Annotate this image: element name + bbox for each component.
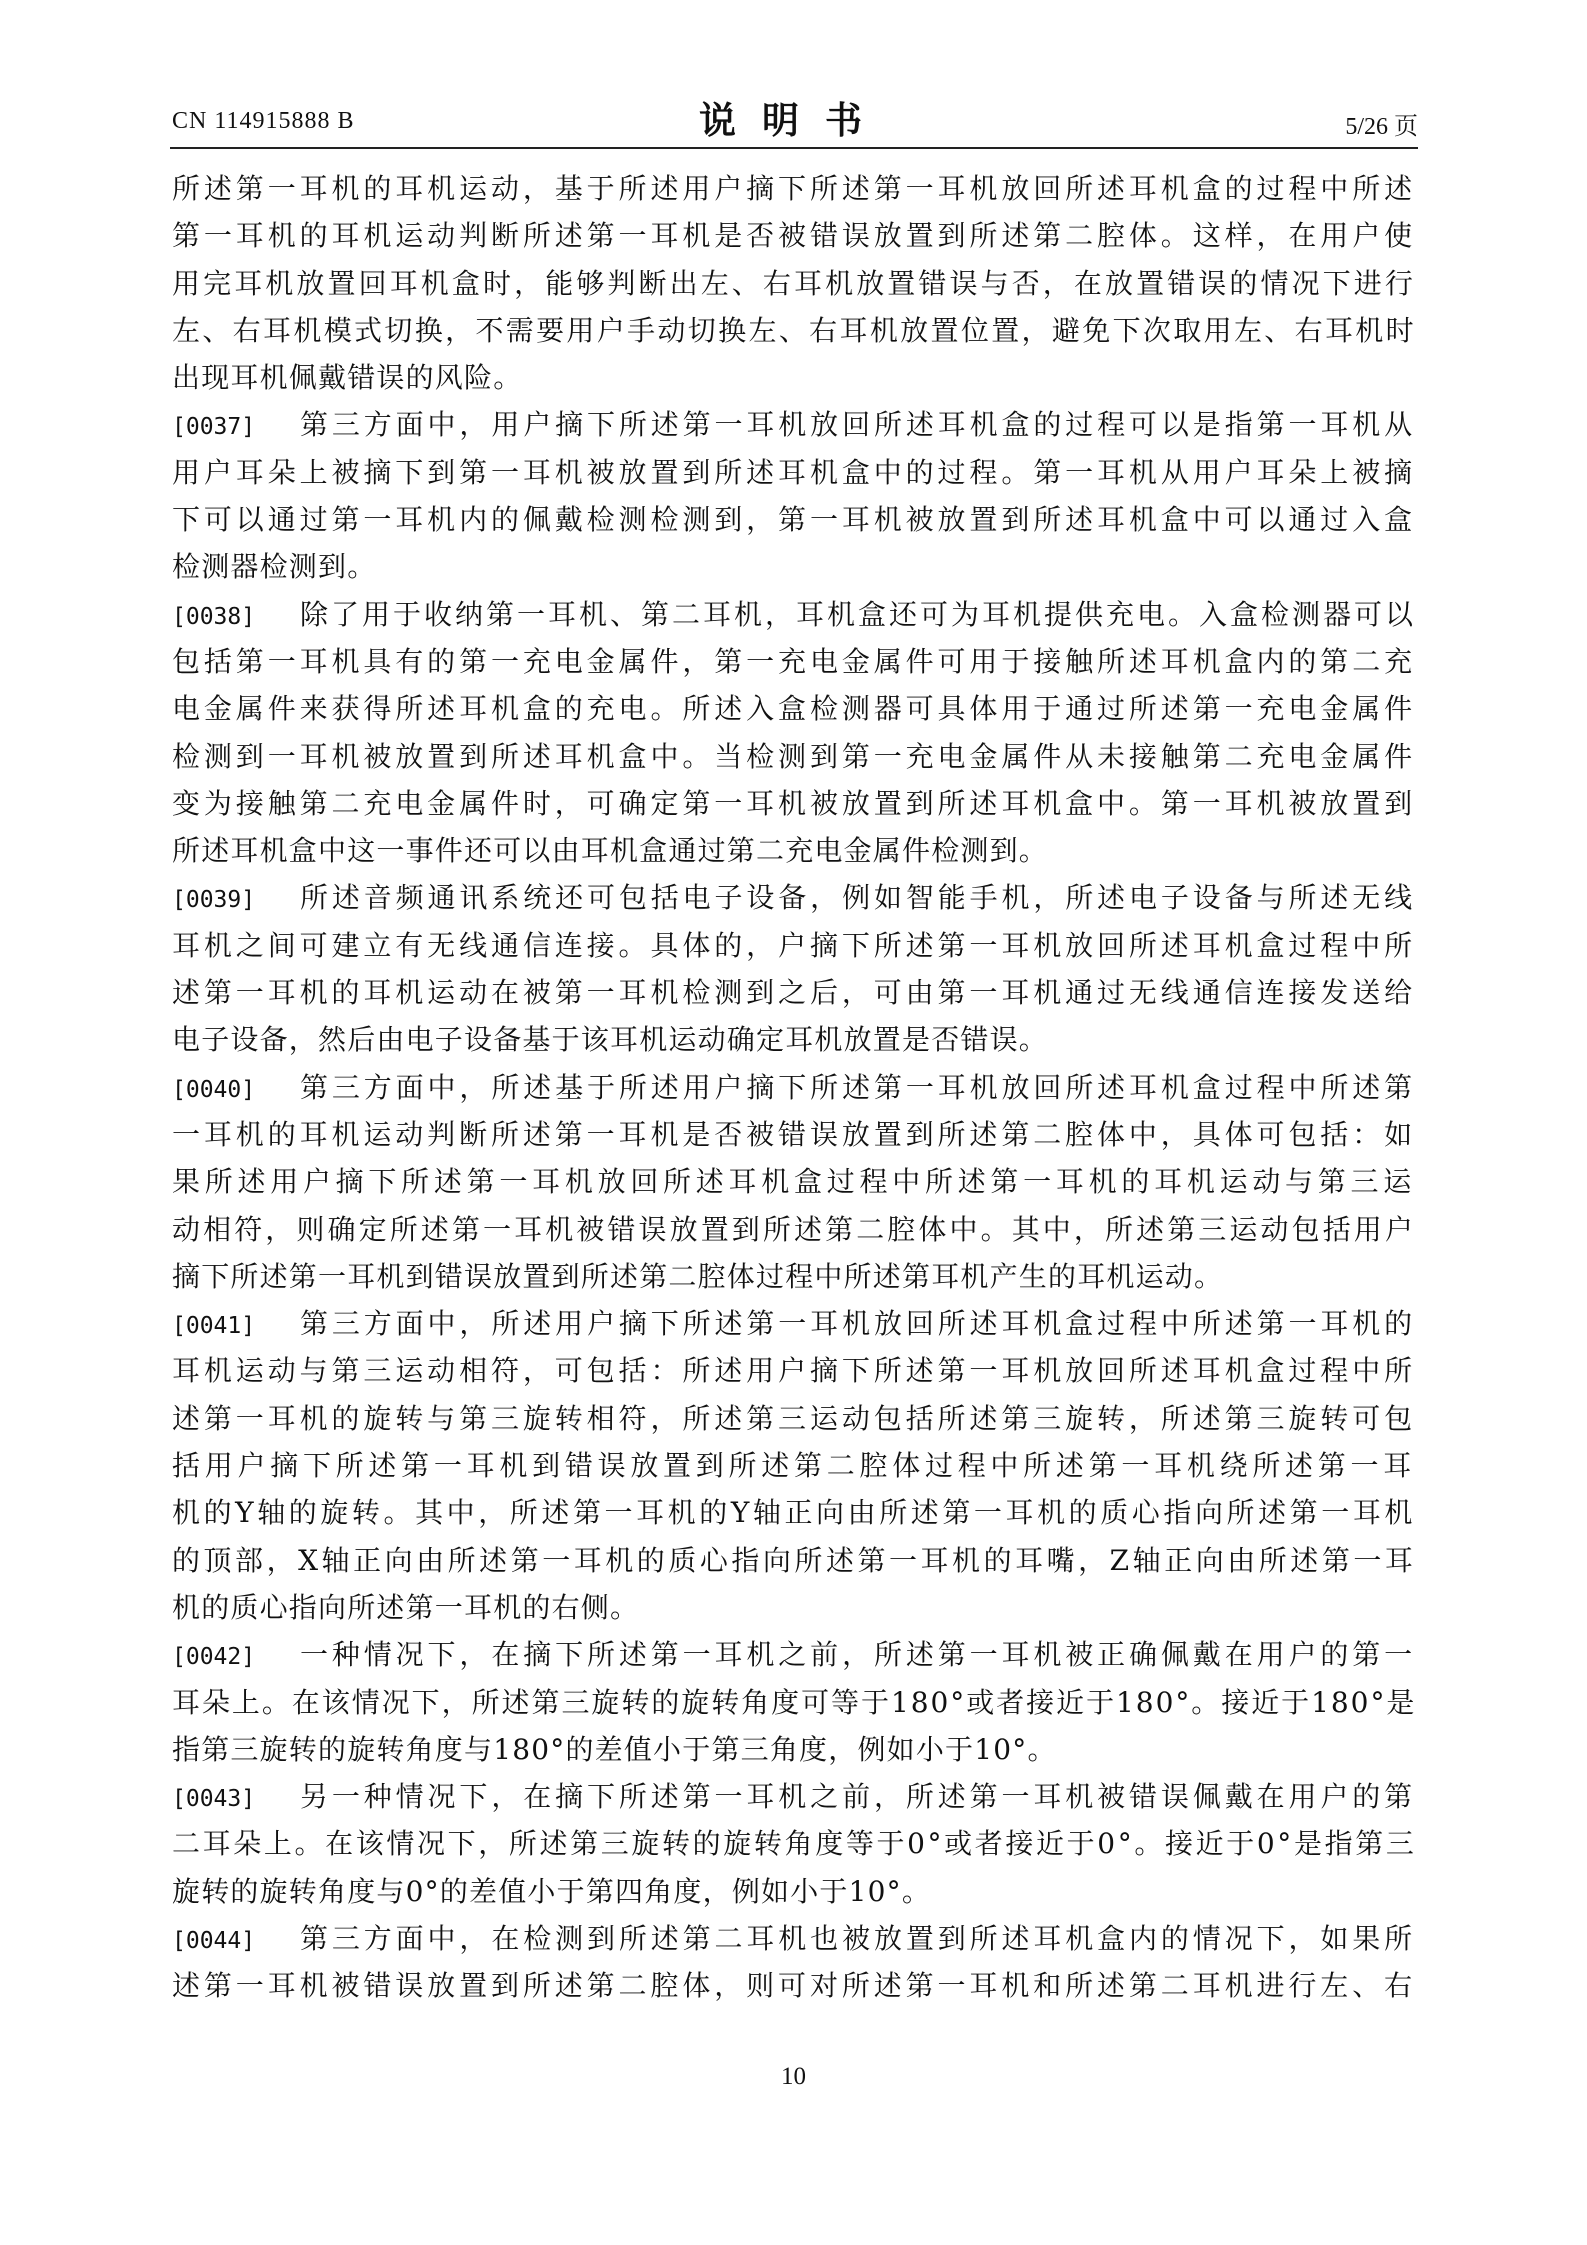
- body-text: [172, 165, 1416, 2010]
- line-text: 左、右耳机模式切换，不需要用户手动切换左、右耳机放置位置，避免下次取用左、右耳机时: [172, 313, 1416, 347]
- line-text: 所述耳机盒中这一事件还可以由耳机盒通过第二充电金属件检测到。: [172, 834, 1049, 868]
- paragraph-number: [0041]: [172, 1313, 256, 1340]
- text-line: [172, 827, 1416, 874]
- text-line: [172, 1064, 1416, 1111]
- line-text: 一耳机的耳机运动判断所述第一耳机是否被错误放置到所述第二腔体中，具体可包括：如: [172, 1117, 1416, 1151]
- line-text: 述第一耳机的耳机运动在被第一耳机检测到之后，可由第一耳机通过无线通信连接发送给: [172, 976, 1416, 1010]
- line-text: 二耳朵上。在该情况下，所述第三旋转的旋转角度等于0°或者接近于0°。接近于0°是指第三: [172, 1827, 1417, 1861]
- line-text: 机的质心指向所述第一耳机的右侧。: [172, 1590, 640, 1624]
- text-line: [172, 543, 1416, 590]
- text-line: [172, 1489, 1416, 1536]
- text-line: [172, 1395, 1416, 1442]
- text-line: [172, 733, 1416, 780]
- line-text: 所述音频通讯系统还可包括电子设备，例如智能手机，所述电子设备与所述无线: [300, 881, 1417, 915]
- line-text: 下可以通过第一耳机内的佩戴检测检测到，第一耳机被放置到所述耳机盒中可以通过入盒: [172, 503, 1416, 537]
- page-title: 说明书: [699, 99, 888, 142]
- text-line: [172, 685, 1416, 732]
- text-line: [172, 1347, 1416, 1394]
- text-line: [172, 1016, 1416, 1063]
- line-text: 用完耳机放置回耳机盒时，能够判断出左、右耳机放置错误与否，在放置错误的情况下进行: [172, 266, 1417, 300]
- line-text: 一种情况下，在摘下所述第一耳机之前，所述第一耳机被正确佩戴在用户的第一: [300, 1638, 1417, 1672]
- line-text: 旋转的旋转角度与0°的差值小于第四角度，例如小于10°。: [172, 1874, 932, 1908]
- paragraph-number: [0044]: [172, 1927, 256, 1954]
- text-line: [172, 969, 1416, 1016]
- line-text: 另一种情况下，在摘下所述第一耳机之前，所述第一耳机被错误佩戴在用户的第: [300, 1780, 1417, 1814]
- line-text: 述第一耳机被错误放置到所述第二腔体，则可对所述第一耳机和所述第二耳机进行左、右: [172, 1969, 1416, 2003]
- paragraph-number: [0039]: [172, 887, 256, 914]
- paragraph-number: [0040]: [172, 1076, 256, 1103]
- text-line: [172, 1111, 1416, 1158]
- line-text: 电金属件来获得所述耳机盒的充电。所述入盒检测器可具体用于通过所述第一充电金属件: [172, 692, 1416, 726]
- text-line: [172, 922, 1416, 969]
- text-line: [172, 1253, 1416, 1300]
- text-line: [172, 307, 1416, 354]
- text-line: [172, 496, 1416, 543]
- text-line: [172, 780, 1416, 827]
- text-line: [172, 1584, 1416, 1631]
- text-line: [172, 1537, 1416, 1584]
- line-text: 所述第一耳机的耳机运动，基于所述用户摘下所述第一耳机放回所述耳机盒的过程中所述: [172, 172, 1416, 205]
- line-text: 耳朵上。在该情况下，所述第三旋转的旋转角度可等于180°或者接近于180°。接近于180°是: [172, 1685, 1417, 1719]
- line-text: 检测到一耳机被放置到所述耳机盒中。当检测到第一充电金属件从未接触第二充电金属件: [172, 739, 1416, 773]
- document-number: CN 114915888 B: [172, 108, 355, 134]
- text-line: [172, 591, 1416, 638]
- line-text: 摘下所述第一耳机到错误放置到所述第二腔体过程中所述第耳机产生的耳机运动。: [172, 1259, 1224, 1293]
- text-line: [172, 449, 1416, 496]
- line-text: 耳机之间可建立有无线通信连接。具体的，户摘下所述第一耳机放回所述耳机盒过程中所: [172, 928, 1416, 962]
- line-text: 电子设备，然后由电子设备基于该耳机运动确定耳机放置是否错误。: [172, 1023, 1049, 1057]
- line-text: 耳机运动与第三运动相符，可包括：所述用户摘下所述第一耳机放回所述耳机盒过程中所: [172, 1354, 1416, 1388]
- line-text: 果所述用户摘下所述第一耳机放回所述耳机盒过程中所述第一耳机的耳机运动与第三运: [172, 1165, 1417, 1199]
- line-text: 变为接触第二充电金属件时，可确定第一耳机被放置到所述耳机盒中。第一耳机被放置到: [172, 786, 1416, 820]
- line-text: 第三方面中，所述用户摘下所述第一耳机放回所述耳机盒过程中所述第一耳机的: [300, 1307, 1417, 1341]
- text-line: [172, 874, 1416, 921]
- header-divider: [170, 147, 1418, 149]
- text-line: [172, 1820, 1416, 1867]
- paragraph-number: [0042]: [172, 1644, 256, 1671]
- text-line: [172, 260, 1416, 307]
- text-line: [172, 1206, 1416, 1253]
- line-text: 用户耳朵上被摘下到第一耳机被放置到所述耳机盒中的过程。第一耳机从用户耳朵上被摘: [172, 455, 1416, 489]
- line-text: 述第一耳机的旋转与第三旋转相符，所述第三运动包括所述第三旋转，所述第三旋转可包: [172, 1401, 1416, 1435]
- text-line: [172, 1679, 1416, 1726]
- line-text: 检测器检测到。: [172, 550, 377, 584]
- text-line: [172, 1631, 1416, 1678]
- text-line: [172, 1773, 1416, 1820]
- text-line: [172, 401, 1416, 448]
- page-indicator: 5/26 页: [1345, 114, 1418, 140]
- text-line: [172, 165, 1416, 212]
- line-text: 包括第一耳机具有的第一充电金属件，第一充电金属件可用于接触所述耳机盒内的第二充: [172, 644, 1416, 678]
- paragraph-number: [0043]: [172, 1786, 256, 1813]
- line-text: 除了用于收纳第一耳机、第二耳机，耳机盒还可为耳机提供充电。入盒检测器可以: [300, 597, 1417, 631]
- text-line: [172, 638, 1416, 685]
- text-line: [172, 1726, 1416, 1773]
- text-line: [172, 1868, 1416, 1915]
- text-line: [172, 1158, 1416, 1205]
- line-text: 第三方面中，所述基于所述用户摘下所述第一耳机放回所述耳机盒过程中所述第: [300, 1070, 1417, 1104]
- text-line: [172, 1442, 1416, 1489]
- text-line: [172, 1962, 1416, 2009]
- line-text: 动相符，则确定所述第一耳机被错误放置到所述第二腔体中。其中，所述第三运动包括用户: [172, 1212, 1417, 1246]
- line-text: 出现耳机佩戴错误的风险。: [172, 361, 523, 395]
- line-text: 第三方面中，在检测到所述第二耳机也被放置到所述耳机盒内的情况下，如果所: [300, 1921, 1417, 1955]
- line-text: 第一耳机的耳机运动判断所述第一耳机是否被错误放置到所述第二腔体。这样，在用户使: [172, 219, 1416, 253]
- line-text: 第三方面中，用户摘下所述第一耳机放回所述耳机盒的过程可以是指第一耳机从: [300, 408, 1417, 442]
- line-text: 括用户摘下所述第一耳机到错误放置到所述第二腔体过程中所述第一耳机绕所述第一耳: [172, 1449, 1417, 1483]
- text-line: [172, 1915, 1416, 1962]
- paragraph-number: [0037]: [172, 414, 256, 441]
- text-line: [172, 212, 1416, 259]
- page-number: 10: [781, 2063, 806, 2090]
- line-text: 机的Y轴的旋转。其中，所述第一耳机的Y轴正向由所述第一耳机的质心指向所述第一耳机: [172, 1496, 1416, 1530]
- text-line: [172, 354, 1416, 401]
- line-text: 的顶部，X轴正向由所述第一耳机的质心指向所述第一耳机的耳嘴，Z轴正向由所述第一耳: [172, 1543, 1417, 1577]
- line-text: 指第三旋转的旋转角度与180°的差值小于第三角度，例如小于10°。: [172, 1732, 1057, 1766]
- paragraph-number: [0038]: [172, 603, 256, 630]
- text-line: [172, 1300, 1416, 1347]
